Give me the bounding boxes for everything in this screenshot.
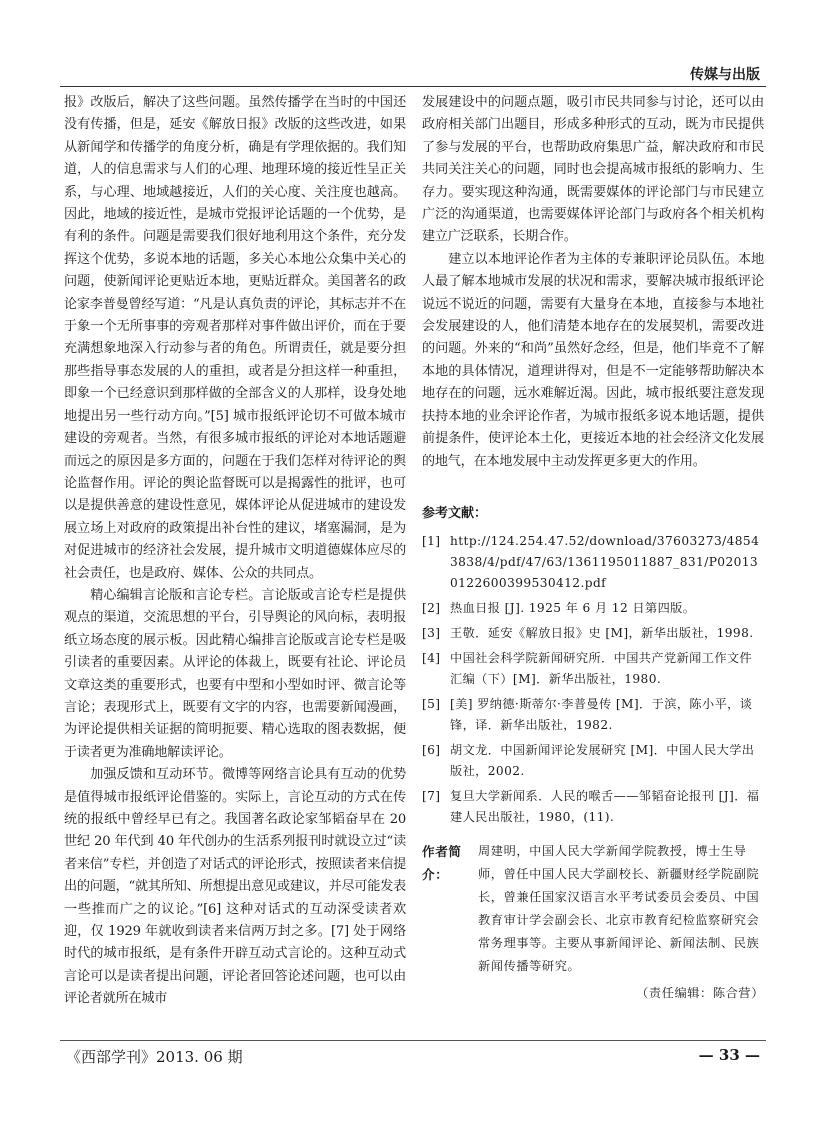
reference-item [422,623,764,644]
body-paragraph: 精心编辑言论版和言论专栏。言论版或言论专栏是提供观点的渠道，交流思想的平台，引导舆论的风向标，表明报纸立场态度的展示板。因此精心编排言论版或言论专栏是吸引读者的重要因素。从评论的体裁上，既要有社论、评论员文章这类的重要形式，也要有中型和小型如时评、微言论等言论；表现形式上，既要有文字的内容，也需要新闻漫画，为评论提供相关证据的简明扼要、精心选取的图表数据，便于读者更为准确地解读评论。 [64,587,406,760]
header-rule [60,86,766,87]
reference-number: [6] [422,743,441,758]
right-body [422,92,764,473]
body-paragraph: 加强反馈和互动环节。微博等网络言论具有互动的优势是值得城市报纸评论借鉴的。实际上，言论互动的方式在传统的报纸中曾经早已有之。我国著名政论家邹韬奋早在 20 世纪 20 年代到 40 年代创办的生活系列报刊时就设立过“读者来信”专栏，并创造了对话式的评论形式，按照读者来信提出的问题，“就其所知、所想提出意见或建议，并尽可能发表一些推而广之的议论。”[6] 这种对话式的互动深受读者欢迎，仅 1929 年就收到读者来信两万封之多。[7] 处于网络时代的城市报纸，是有条件开辟互动式言论的。这种互动式言论可以是读者提出问题，评论者回答论述问题，也可以由评论者就所在城市 [64,767,406,1007]
reference-item [422,648,764,690]
page-header [60,64,766,88]
editor-note: （责任编辑：陈合营） [636,986,764,1001]
body-paragraph: 建立以本地评论作者为主体的专兼职评论员队伍。本地人最了解本地城市发展的状况和需求，要解决城市报纸评论说远不说近的问题，需要有大量身在本地，直接参与本地社会发展建设的人，他们清楚本地存在的发展契机，需要改进的问题。外来的“和尚”虽然好念经，但是，他们毕竟不了解本地的具体情况，道理讲得对，但是不一定能够帮助解决本地存在的问题，远水难解近渴。因此，城市报纸要注意发现扶持本地的业余评论作者，为城市报纸多说本地话题，提供前提条件，使评论本土化，更接近本地的社会经济文化发展的地气，在本地发展中主动发挥更多更大的作用。 [422,251,764,469]
reference-item [422,531,764,594]
reference-text: 中国社会科学院新闻研究所．中国共产党新闻工作文件汇编（下）[M]．新华出版社，1980. [450,651,753,687]
reference-text: [美] 罗纳德·斯蒂尔·李普曼传 [M]．于滨，陈小平，谈锋，译．新华出版社，1982. [450,697,753,733]
reference-text: 复旦大学新闻系．人民的喉舌——邹韬奋论报刊 [J]．福建人民出版社，1980，(11). [450,789,760,825]
references-heading: 参考文献： [422,505,488,521]
reference-text: 热血日报 [J]. 1925 年 6 月 12 日第四版。 [450,601,696,616]
section-title: 传媒与出版 [690,67,760,83]
author-bio [422,840,764,978]
journal-issue: 《西部学刊》2013. 06 期 [66,1048,243,1066]
reference-number: [5] [422,697,441,712]
right-column [422,92,764,1005]
body-paragraph: 发展建设中的问题点题，吸引市民共同参与讨论，还可以由政府相关部门出题目，形成多种形式的互动，既为市民提供了参与发展的平台，也帮助政府集思广益，解决政府和市民共同关注关心的问题，同时也会提高城市报纸的影响力、生存力。要实现这种沟通，既需要媒体的评论部门与市民建立广泛的沟通渠道，也需要媒体评论部门与政府各个相关机构建立广泛联系，长期合作。 [422,95,764,245]
reference-text: 王敬．延安《解放日报》史 [M]，新华出版社，1998. [450,626,754,641]
reference-item [422,786,764,828]
reference-text: 胡文龙．中国新闻评论发展研究 [M]．中国人民大学出版社，2002. [450,743,755,779]
reference-number: [4] [422,651,441,666]
reference-number: [3] [422,626,441,641]
reference-item [422,598,764,619]
page-number: — 33 — [698,1046,760,1064]
author-text: 周建明，中国人民大学新闻学院教授，博士生导师，曾任中国人民大学副校长、新疆财经学院副院长，曾兼任国家汉语言水平考试委员会委员、中国教育审计学会副会长、北京市教育纪检监察研究会常务理事等。主要从事新闻评论、新闻法制、民族新闻传播等研究。 [478,844,760,974]
reference-item [422,740,764,782]
reference-list [422,531,764,828]
footer-rule [60,1040,766,1041]
reference-number: [2] [422,601,441,616]
page-footer [60,1040,766,1070]
reference-text: http://124.254.47.52/download/37603273/48543838/4/pdf/47/63/1361195011887_831/P020130122600399530412.pdf [450,534,760,591]
reference-number: [7] [422,789,441,804]
reference-item [422,694,764,736]
body-paragraph: 报》改版后，解决了这些问题。虽然传播学在当时的中国还没有传播，但是，延安《解放日报》改版的这些改进，如果从新闻学和传播学的角度分析，确是有学理依据的。我们知道，人的信息需求与人们的心理、地理环境的接近性呈正关系，与心理、地域越接近，人们的关心度、关注度也越高。因此，地域的接近性，是城市党报评论话题的一个优势，是有利的条件。问题是需要我们很好地利用这个条件，充分发挥这个优势，多说本地的话题，多关心本地公众集中关心的问题，使新闻评论更贴近本地，更贴近群众。美国著名的政论家李普曼曾经写道：“凡是认真负责的评论，其标志并不在于象一个无所事事的旁观者那样对事件做出评价，而在于要充满想象地深入行动参与者的角色。所谓责任，就是要分担那些指导事态发展的人的重担，或者是分担这样一种重担，即象一个已经意识到那样做的全部含义的人那样，设身处地地提出另一些行动方向。”[5] 城市报纸评论切不可做本城市建设的旁观者。当然，有很多城市报纸的评论对本地话题避而远之的原因是多方面的，问题在于我们怎样对待评论的舆论监督作用。评论的舆论监督既可以是揭露性的批评，也可以是提供善意的建设性意见，媒体评论从促进城市的建设发展立场上对政府的政策提出补台性的建议，堵塞漏洞，是为对促进城市的经济社会发展，提升城市文明道德媒体应尽的社会责任，也是政府、媒体、公众的共同点。 [64,95,406,581]
left-column [64,92,406,1011]
author-label: 作者简介： [422,844,462,883]
reference-number: [1] [422,534,441,549]
